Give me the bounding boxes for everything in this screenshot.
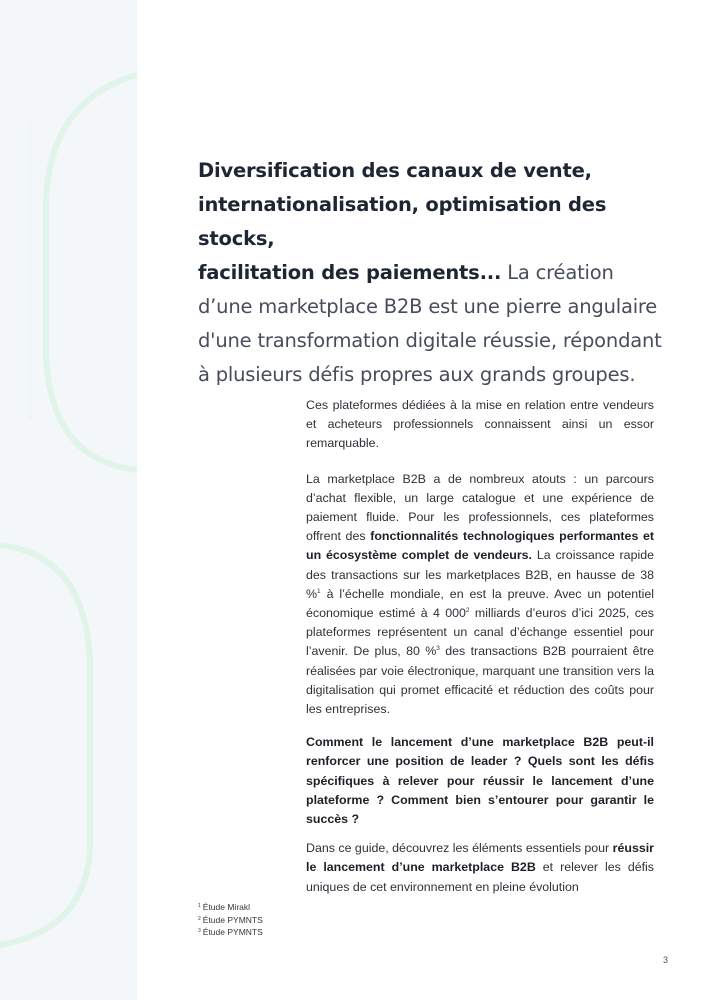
footnote-text: Étude PYMNTS <box>202 927 263 937</box>
p4-bold-text: réussir le lancement d’une marketplace B2B <box>306 841 654 875</box>
footnote-ref-3: 3 <box>436 645 440 653</box>
p2-text-e: des transactions B2B pourraient être réalisées par voie électronique, marquant une transition vers la digitalisation qui promet efficacité et réduction des coûts pour les entreprises. <box>306 644 655 717</box>
p2-text-b: La croissance rapide des transactions sur les marketplaces B2B, en hausse de 38 % <box>306 548 655 601</box>
body-paragraph-4 <box>306 839 654 897</box>
intro-paragraph <box>198 154 668 392</box>
footnote-ref-2: 2 <box>465 607 470 615</box>
footnote-text: Étude PYMNTS <box>202 914 263 925</box>
p4-text-b: et relever les défis uniques de cet environnement en pleine évolution <box>306 860 654 894</box>
footnotes <box>198 901 398 939</box>
footnote-2 <box>198 914 398 927</box>
intro-bold-line-2: internationalisation, optimisation des stocks, <box>198 193 607 250</box>
key-questions: Comment le lancement d’une marketplace B2B peut-il renforcer une position de leader ? Quels sont les défis spécifiques à relever pour réussir le lancement d’une plateforme ? Comment bien s’entourer pour garantir le succès ? <box>306 735 654 827</box>
p2-text-d: milliards d’euros d’ici 2025, ces plateformes représentent un canal d’échange essentiel pour l’avenir. De plus, 80 % <box>306 606 655 659</box>
footnote-3 <box>198 926 398 939</box>
body-paragraph-1: Ces plateformes dédiées à la mise en relation entre vendeurs et acheteurs professionnels connaissent ainsi un essor remarquable. <box>306 398 654 451</box>
intro-light-text: La création d’une marketplace B2B est une pierre angulaire d'une transformation digitale réussie, répondant à plusieurs défis propres aux grands groupes. <box>198 261 662 386</box>
body-column <box>306 396 654 911</box>
body-paragraph-2 <box>306 470 654 720</box>
p2-text-a: La marketplace B2B a de nombreux atouts : un parcours d’achat flexible, un large catalogue et une expérience de paiement fluide. Pour les professionnels, ces plateformes offrent des <box>306 471 654 544</box>
footnote-number: 2 <box>198 915 201 922</box>
rounded-outline-decoration-icon <box>0 0 137 1000</box>
page-number: 3 <box>663 955 669 965</box>
p4-text-a: Dans ce guide, découvrez les éléments essentiels pour <box>306 841 613 856</box>
footnote-text: Étude Mirakl <box>202 902 251 912</box>
intro-bold-line-1: Diversification des canaux de vente, <box>198 159 592 182</box>
p2-text-c: à l’échelle mondiale, en est la preuve. Avec un potentiel économique estimé à 4 000 <box>306 586 654 621</box>
footnote-ref-1: 1 <box>317 587 321 595</box>
p2-bold-text: fonctionnalités technologiques performantes et un écosystème complet de vendeurs. <box>306 529 655 563</box>
intro-bold-line-3: facilitation des paiements... <box>198 261 502 284</box>
footnote-number: 1 <box>198 903 201 909</box>
decorative-side-panel <box>0 0 137 1000</box>
footnote-number: 3 <box>198 928 201 934</box>
footnote-1 <box>198 901 398 914</box>
